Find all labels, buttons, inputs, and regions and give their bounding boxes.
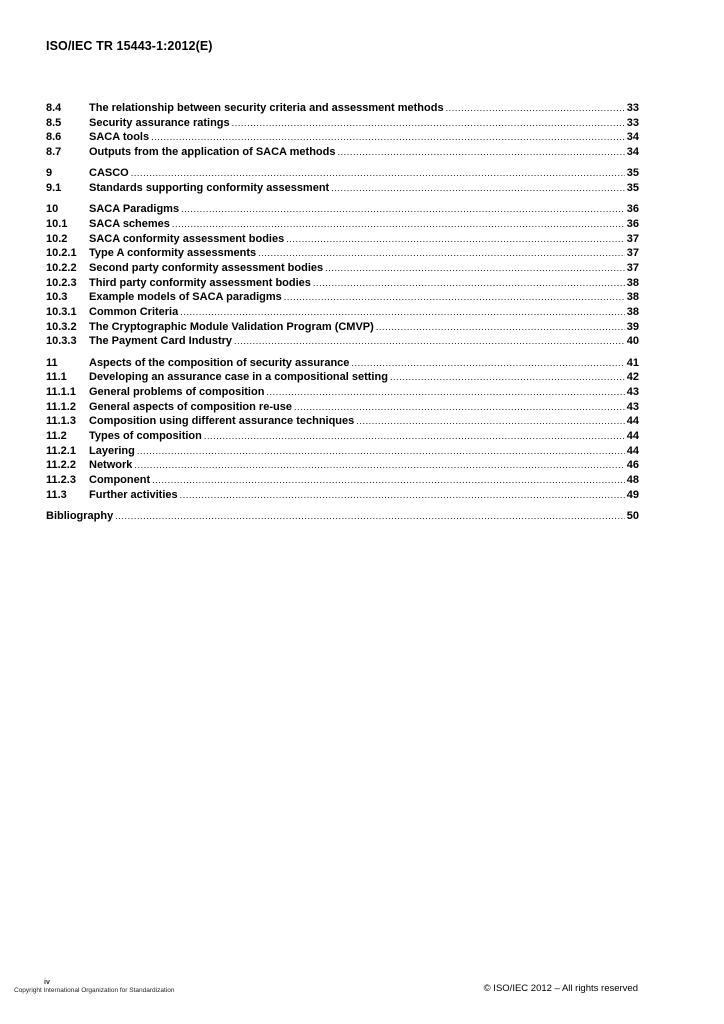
toc-entry-number: 11.2 (46, 429, 67, 442)
toc-entry-title: The Cryptographic Module Validation Program (CMVP) (89, 320, 374, 333)
toc-dot-leader (134, 458, 624, 473)
toc-entry-number: 8.5 (46, 116, 62, 129)
toc-entry-number: 11 (46, 356, 58, 369)
toc-entry-page: 44 (626, 429, 639, 442)
toc-entry-title: Second party conformity assessment bodies (89, 261, 324, 274)
toc-entry-number: 11.1 (46, 371, 67, 384)
toc-entry-title: Developing an assurance case in a compositional setting (89, 371, 388, 384)
toc-entry-page: 37 (626, 261, 639, 274)
toc-entry[interactable] (46, 473, 639, 488)
toc-entry-number: 8.7 (46, 146, 62, 159)
toc-entry-page: 46 (626, 459, 639, 472)
toc-entry-title: SACA schemes (89, 217, 170, 230)
toc-entry[interactable] (46, 488, 639, 503)
toc-entry[interactable] (46, 444, 639, 459)
toc-dot-leader (351, 356, 624, 371)
toc-entry[interactable] (46, 458, 639, 473)
toc-entry-title: Component (89, 474, 151, 486)
page-number: iv (44, 979, 50, 986)
toc-dot-leader (137, 444, 625, 459)
toc-entry-page: 44 (626, 415, 639, 428)
toc-entry[interactable] (46, 232, 639, 247)
toc-entry-number: 10.3.3 (46, 335, 77, 348)
toc-group (46, 202, 639, 349)
toc-entry-number: 10 (46, 203, 59, 216)
toc-entry-page: 43 (626, 385, 639, 398)
toc-entry-page: 34 (626, 146, 639, 159)
toc-entry[interactable] (46, 370, 639, 385)
toc-entry[interactable] (46, 385, 639, 400)
toc-entry-number: 10.2 (46, 232, 68, 245)
toc-entry-page: 37 (626, 247, 639, 260)
toc-dot-leader (115, 509, 625, 524)
toc-entry[interactable] (46, 181, 639, 196)
toc-group (46, 101, 639, 160)
toc-entry-title: Aspects of the composition of security assurance (89, 356, 350, 369)
toc-dot-leader (152, 473, 625, 488)
toc-dot-leader (151, 130, 625, 145)
toc-dot-leader (390, 370, 625, 385)
toc-entry-number: 8.6 (46, 131, 62, 144)
toc-dot-leader (266, 385, 624, 400)
toc-entry[interactable] (46, 429, 639, 444)
toc-entry-title: Outputs from the application of SACA methods (89, 146, 336, 159)
toc-entry-number: 10.2.1 (46, 247, 77, 260)
toc-entry-number: 11.1.1 (46, 385, 76, 398)
toc-dot-leader (204, 429, 625, 444)
toc-entry-number: 11.3 (46, 488, 67, 501)
toc-entry-title: General problems of composition (89, 385, 265, 398)
toc-entry[interactable] (46, 276, 639, 291)
toc-entry-page: 38 (626, 305, 639, 318)
toc-entry-page: 42 (626, 371, 639, 384)
toc-entry-page: 49 (626, 488, 639, 501)
toc-dot-leader (180, 305, 625, 320)
toc-entry-title: Security assurance ratings (89, 116, 230, 129)
toc-entry-page: 50 (626, 509, 639, 522)
toc-entry-number: 10.1 (46, 217, 68, 230)
toc-entry-title: Bibliography (46, 509, 114, 522)
toc-entry[interactable] (46, 217, 639, 232)
toc-entry-title: Types of composition (89, 429, 202, 442)
toc-entry-page: 36 (626, 203, 639, 216)
copyright-organization: Copyright International Organization for Standardization (14, 987, 175, 994)
toc-dot-leader (331, 181, 625, 196)
toc-entry[interactable] (46, 202, 639, 217)
toc-entry-title: Composition using different assurance techniques (89, 415, 355, 428)
toc-entry-page: 48 (626, 474, 639, 486)
toc-entry[interactable] (46, 116, 639, 131)
toc-dot-leader (286, 232, 625, 247)
toc-entry-number: 11.2.1 (46, 444, 76, 457)
toc-entry-title: Third party conformity assessment bodies (89, 276, 311, 289)
toc-entry[interactable] (46, 414, 639, 429)
toc-entry-title: SACA tools (89, 131, 150, 144)
toc-dot-leader (325, 261, 625, 276)
toc-dot-leader (337, 145, 624, 160)
toc-entry[interactable] (46, 101, 639, 116)
toc-dot-leader (258, 246, 625, 261)
toc-entry-page: 40 (626, 335, 639, 348)
toc-entry[interactable] (46, 145, 639, 160)
toc-entry-page: 33 (626, 116, 639, 129)
toc-entry-title: Example models of SACA paradigms (89, 291, 282, 304)
toc-entry[interactable] (46, 305, 639, 320)
toc-dot-leader (294, 400, 625, 415)
toc-entry-page: 44 (626, 444, 639, 457)
toc-entry-number: 10.2.2 (46, 261, 77, 274)
toc-entry-title: SACA conformity assessment bodies (89, 232, 285, 245)
toc-entry-title: Further activities (89, 488, 178, 501)
toc-entry[interactable] (46, 246, 639, 261)
toc-entry-page: 35 (626, 181, 639, 194)
toc-dot-leader (131, 166, 625, 181)
toc-dot-leader (446, 101, 625, 116)
copyright-notice: © ISO/IEC 2012 – All rights reserved (483, 983, 638, 994)
toc-dot-leader (232, 116, 625, 131)
toc-entry[interactable] (46, 130, 639, 145)
toc-entry-title: The Payment Card Industry (89, 335, 233, 348)
toc-entry-title: Type A conformity assessments (89, 247, 257, 260)
toc-entry-title: CASCO (89, 167, 129, 180)
toc-entry-page: 34 (626, 131, 639, 144)
toc-entry-title: Common Criteria (89, 305, 179, 318)
toc-entry-page: 36 (626, 217, 639, 230)
toc-entry-page: 43 (626, 400, 639, 413)
toc-dot-leader (181, 202, 625, 217)
toc-entry[interactable] (46, 400, 639, 415)
toc-entry-page: 41 (626, 356, 639, 369)
toc-dot-leader (356, 414, 624, 429)
toc-entry-page: 38 (626, 276, 639, 289)
toc-entry-number: 11.2.2 (46, 459, 76, 472)
toc-entry[interactable] (46, 334, 639, 349)
toc-entry[interactable] (46, 166, 639, 181)
toc-entry[interactable] (46, 320, 639, 335)
toc-dot-leader (180, 488, 625, 503)
toc-entry-number: 10.3.1 (46, 305, 77, 318)
toc-entry-title: SACA Paradigms (89, 203, 180, 216)
toc-dot-leader (376, 320, 625, 335)
toc-entry-title: Standards supporting conformity assessment (89, 181, 330, 194)
toc-entry-number: 8.4 (46, 102, 62, 114)
toc-entry[interactable] (46, 356, 639, 371)
toc-entry[interactable] (46, 261, 639, 276)
document-header: ISO/IEC TR 15443-1:2012(E) (46, 39, 213, 53)
toc-dot-leader (313, 276, 625, 291)
toc-group (46, 509, 639, 524)
toc-entry-title: Layering (89, 444, 135, 457)
toc-entry-page: 39 (626, 320, 639, 333)
toc-dot-leader (172, 217, 625, 232)
toc-entry-number: 9 (46, 167, 53, 180)
toc-entry-title: The relationship between security criteria and assessment methods (89, 102, 444, 114)
toc-entry-page: 33 (626, 102, 639, 114)
toc-dot-leader (234, 334, 625, 349)
toc-dot-leader (284, 290, 625, 305)
toc-entry-page: 38 (626, 291, 639, 304)
toc-entry-page: 37 (626, 232, 639, 245)
toc-entry-number: 10.2.3 (46, 276, 77, 289)
toc-entry[interactable] (46, 290, 639, 305)
toc-entry-number: 10.3 (46, 291, 68, 304)
toc-entry[interactable] (46, 509, 639, 524)
toc-entry-title: Network (89, 459, 133, 472)
table-of-contents (46, 101, 639, 530)
toc-entry-number: 11.1.2 (46, 400, 76, 413)
toc-entry-page: 35 (626, 167, 639, 180)
toc-group (46, 356, 639, 503)
toc-entry-number: 11.2.3 (46, 474, 76, 486)
toc-entry-title: General aspects of composition re-use (89, 400, 292, 413)
toc-group (46, 166, 639, 195)
toc-entry-number: 11.1.3 (46, 415, 76, 428)
toc-entry-number: 10.3.2 (46, 320, 77, 333)
toc-entry-number: 9.1 (46, 181, 62, 194)
